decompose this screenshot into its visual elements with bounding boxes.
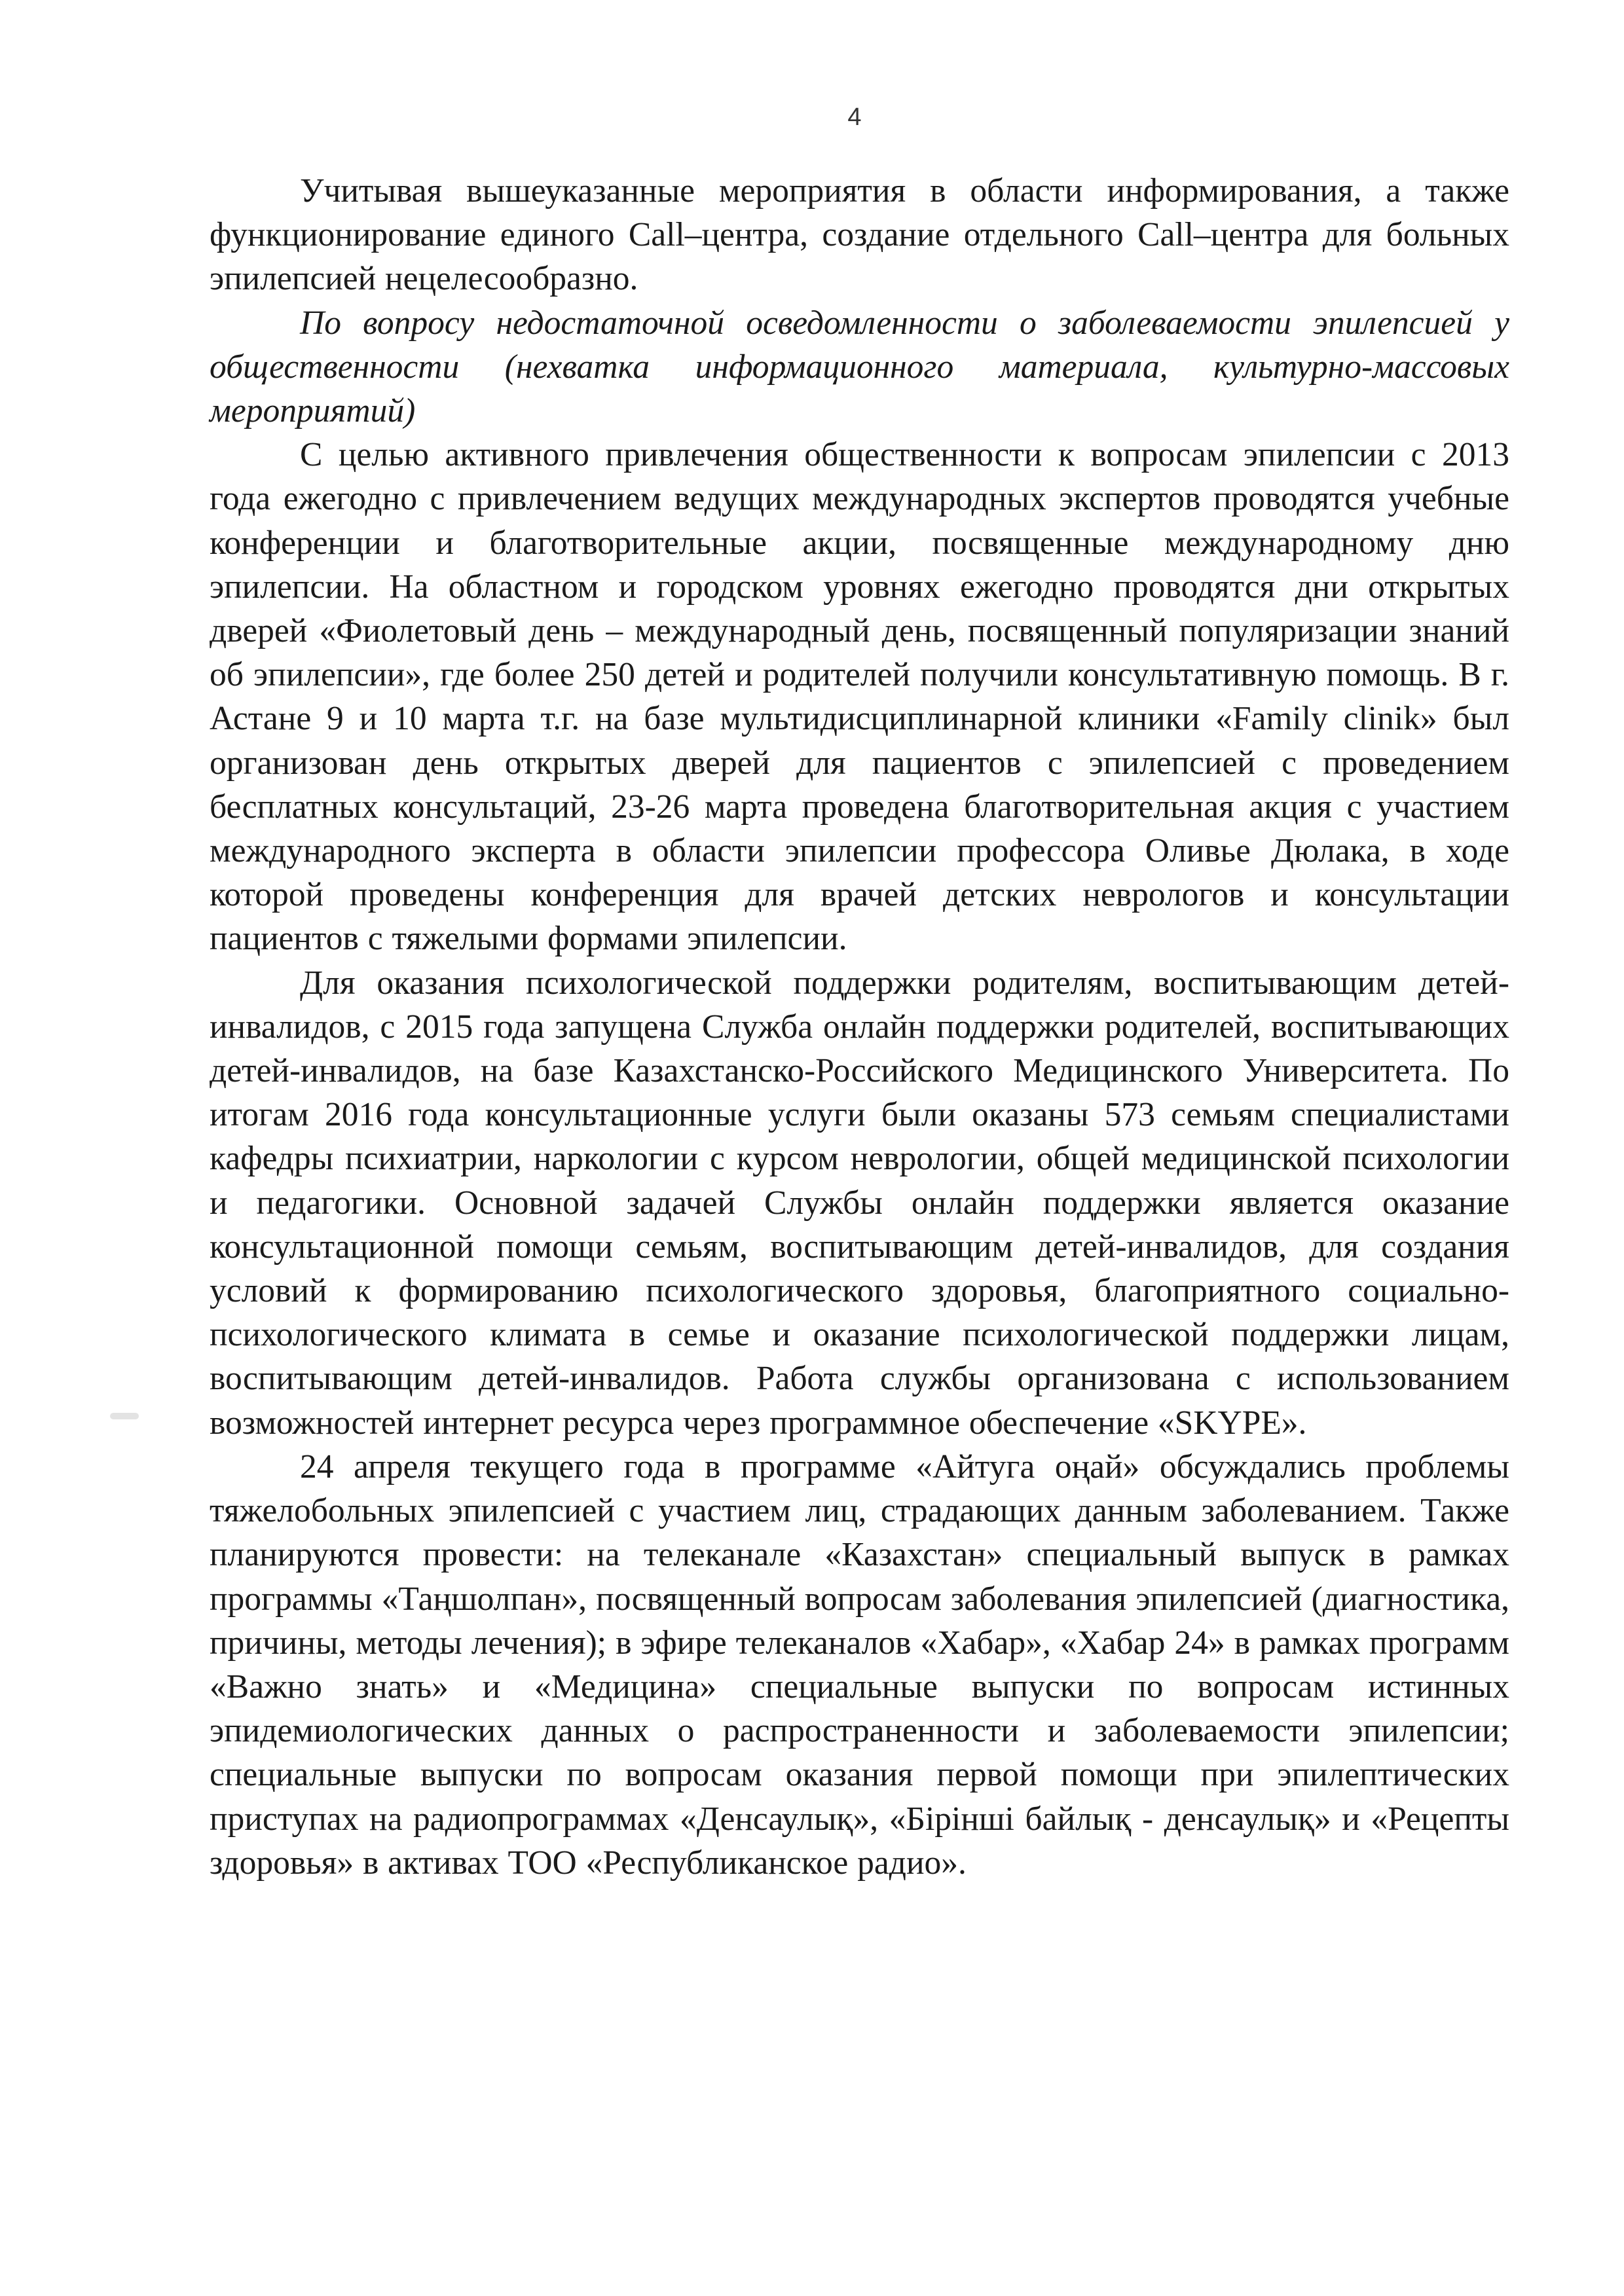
paragraph-call-center: Учитывая вышеуказанные мероприятия в области информирования, а также функционирование единого Call–центра, создание отдельного Call–центра для больных эпилепсией нецелесообразно. bbox=[210, 172, 1509, 298]
paragraph-public-engagement: С целью активного привлечения общественности к вопросам эпилепсии с 2013 года ежегодно с привлечением ведущих международных экспертов проводятся учебные конференции и благотворительные акции, посвященные международному дню эпилепсии. На областном и городском уровнях ежегодно проводятся дни открытых дверей «Фиолетовый день – международный день, посвященный популяризации знаний об эпилепсии», где более 250 детей и родителей получили консультативную помощь. В г. Астане 9 и 10 марта т.г. на базе мультидисциплинарной клиники «Family clinik» был организован день открытых дверей для пациентов с эпилепсией с проведением бесплатных консультаций, 23-26 марта проведена благотворительная акция с участием международного эксперта в области эпилепсии профессора Оливье Дюлака, в ходе которой проведены конференция для врачей детских неврологов и консультации пациентов с тяжелыми формами эпилепсии. bbox=[210, 436, 1509, 958]
page-number: 4 bbox=[847, 103, 862, 131]
scan-artifact-mark bbox=[110, 1413, 139, 1419]
section-heading-public-awareness: По вопросу недостаточной осведомленности о заболеваемости эпилепсией у общественности (нехватка информационного материала, культурно-массовых мероприятий) bbox=[210, 304, 1509, 430]
paragraph-psychological-support: Для оказания психологической поддержки родителям, воспитывающим детей-инвалидов, с 2015 года запущена Служба онлайн поддержки родителей, воспитывающих детей-инвалидов, на базе Казахстанско-Российского Медицинского Университета. По итогам 2016 года консультационные услуги были оказаны 573 семьям специалистами кафедры психиатрии, наркологии с курсом неврологии, общей медицинской психологии и педагогики. Основной задачей Службы онлайн поддержки является оказание консультационной помощи семьям, воспитывающим детей-инвалидов, для создания условий к формированию психологического здоровья, благоприятного социально-психологического климата в семье и оказание психологической поддержки лицам, воспитывающим детей-инвалидов. Работа службы организована с использованием возможностей интернет ресурса через программное обеспечение «SKYPE». bbox=[210, 964, 1509, 1442]
document-body bbox=[210, 169, 1509, 1885]
paragraph-media-programs: 24 апреля текущего года в программе «Айтуга оңай» обсуждались проблемы тяжелобольных эпилепсией с участием лиц, страдающих данным заболеванием. Также планируются провести: на телеканале «Казахстан» специальный выпуск в рамках программы «Таңшолпан», посвященный вопросам заболевания эпилепсией (диагностика, причины, методы лечения); в эфире телеканалов «Хабар», «Хабар 24» в рамках программ «Важно знать» и «Медицина» специальные выпуски по вопросам истинных эпидемиологических данных о распространенности и заболеваемости эпилепсии; специальные выпуски по вопросам оказания первой помощи при эпилептических приступах на радиопрограммах «Денсаулық», «Бірінші байлық - денсаулық» и «Рецепты здоровья» в активах ТОО «Республиканское радио». bbox=[210, 1448, 1509, 1882]
